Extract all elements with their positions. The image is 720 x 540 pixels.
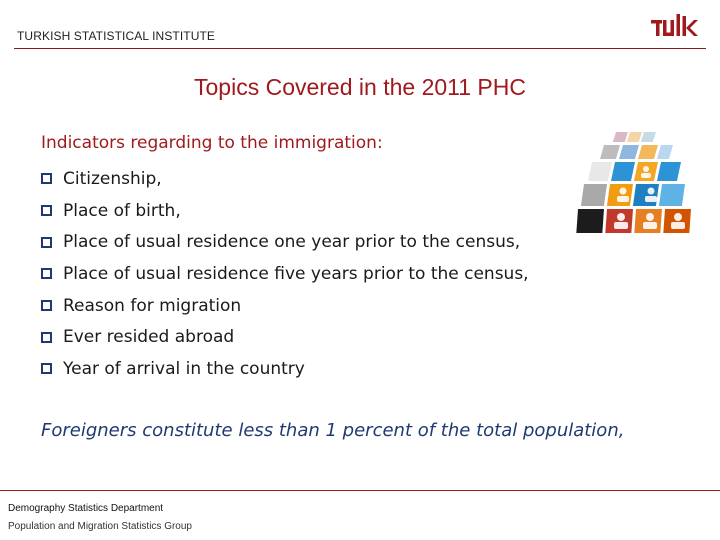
list-item-text: Place of usual residence five years prior to the census, (63, 263, 529, 284)
list-item (41, 290, 529, 322)
list-item (41, 321, 529, 353)
tuik-logo-icon (650, 14, 702, 40)
tuik-logo (650, 14, 702, 45)
footer-divider (0, 490, 720, 491)
header-divider (14, 48, 706, 49)
list-item-text: Reason for migration (63, 295, 242, 316)
footer-group: Population and Migration Statistics Group (8, 521, 192, 532)
list-item (41, 195, 529, 227)
checkbox-bullet-icon (41, 300, 52, 311)
list-item-text: Place of birth, (63, 200, 181, 221)
list-item-text: Year of arrival in the country (63, 358, 305, 379)
checkbox-bullet-icon (41, 363, 52, 374)
list-item (41, 353, 529, 385)
people-tiles-illustration (574, 124, 698, 241)
list-item-text: Ever resided abroad (63, 327, 235, 348)
institute-name: TURKISH STATISTICAL INSTITUTE (17, 29, 216, 43)
checkbox-bullet-icon (41, 237, 52, 248)
list-item (41, 163, 529, 195)
footnote-statement: Foreigners constitute less than 1 percent of the total population, (41, 420, 625, 441)
list-item (41, 258, 529, 290)
checkbox-bullet-icon (41, 205, 52, 216)
checkbox-bullet-icon (41, 268, 52, 279)
indicator-list (41, 163, 529, 385)
list-item-text: Place of usual residence one year prior to the census, (63, 232, 521, 253)
checkbox-bullet-icon (41, 173, 52, 184)
checkbox-bullet-icon (41, 332, 52, 343)
footer-department: Demography Statistics Department (8, 503, 164, 514)
list-item (41, 226, 529, 258)
people-tiles-icon (574, 124, 698, 236)
list-item-text: Citizenship, (63, 168, 162, 189)
slide-title: Topics Covered in the 2011 PHC (194, 74, 526, 100)
section-heading: Indicators regarding to the immigration: (41, 133, 383, 153)
